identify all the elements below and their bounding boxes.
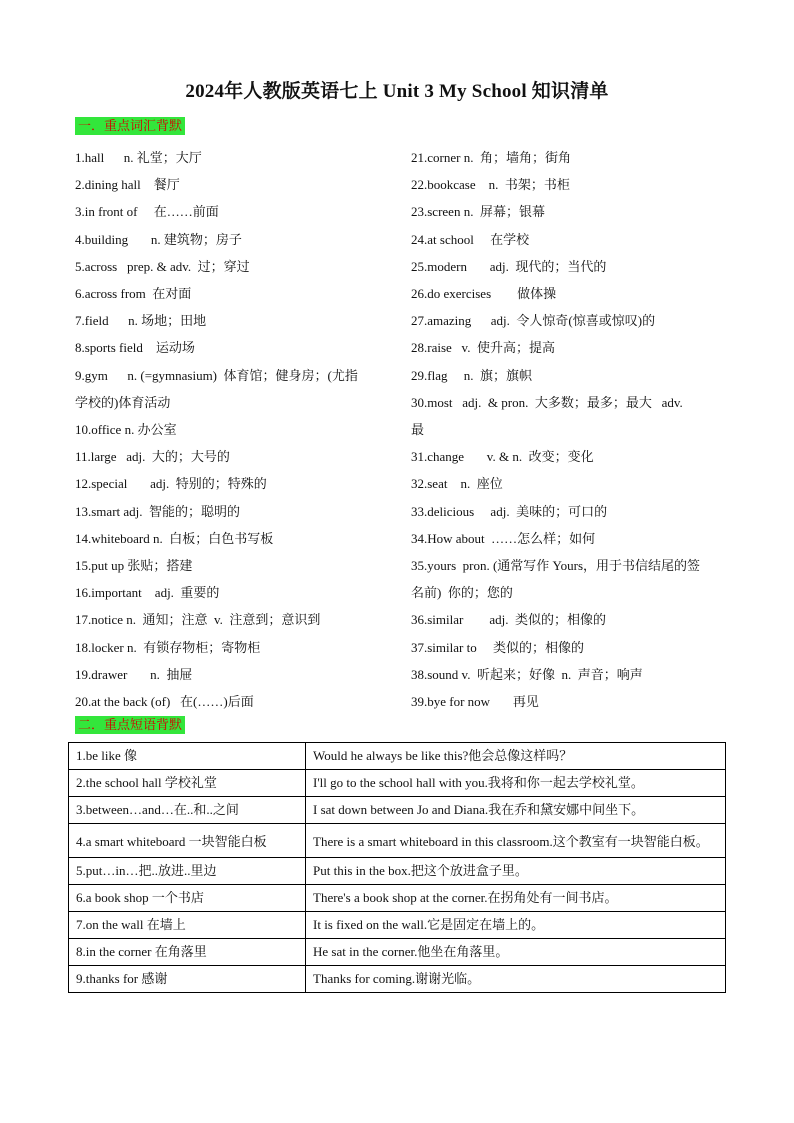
example-sentence-cell: It is fixed on the wall.它是固定在墙上的。 — [306, 912, 726, 939]
vocab-item: 学校的)体育活动 — [75, 394, 171, 410]
vocab-item: 12.special adj. 特别的；特殊的 — [75, 476, 267, 492]
vocab-item: 23.screen n. 屏幕；银幕 — [411, 204, 545, 220]
example-sentence-cell: He sat in the corner.他坐在角落里。 — [306, 939, 726, 966]
vocab-item: 29.flag n. 旗；旗帜 — [411, 367, 532, 383]
phrase-cell: 4.a smart whiteboard 一块智能白板 — [69, 824, 306, 858]
vocab-item: 9.gym n. (=gymnasium) 体育馆；健身房；(尤指 — [75, 367, 358, 383]
vocab-item: 21.corner n. 角；墙角；街角 — [411, 150, 571, 165]
vocab-item: 36.similar adj. 类似的；相像的 — [411, 612, 606, 628]
vocab-item: 30.most adj. & pron. 大多数；最多；最大 adv. — [411, 394, 683, 410]
vocab-item: 38.sound v. 听起来；好像 n. 声音；响声 — [411, 666, 643, 682]
phrase-cell: 2.the school hall 学校礼堂 — [69, 770, 306, 797]
vocab-item: 14.whiteboard n. 白板；白色书写板 — [75, 530, 274, 546]
vocab-item: 11.large adj. 大的；大号的 — [75, 449, 230, 465]
vocab-item: 31.change v. & n. 改变；变化 — [411, 449, 594, 465]
vocab-item: 4.building n. 建筑物；房子 — [75, 231, 242, 247]
phrase-cell: 1.be like 像 — [69, 743, 306, 770]
phrase-cell: 9.thanks for 感谢 — [69, 966, 306, 993]
vocab-item: 26.do exercises 做体操 — [411, 286, 557, 302]
vocab-item: 22.bookcase n. 书架；书柜 — [411, 177, 570, 193]
table-row — [69, 797, 726, 824]
vocab-item: 8.sports field 运动场 — [75, 340, 195, 356]
vocab-item: 25.modern adj. 现代的；当代的 — [411, 258, 607, 274]
table-row — [69, 743, 726, 770]
table-row — [69, 885, 726, 912]
vocab-item: 5.across prep. & adv. 过；穿过 — [75, 258, 250, 274]
example-sentence-cell: Put this in the box.把这个放进盒子里。 — [306, 858, 726, 885]
phrase-cell: 6.a book shop 一个书店 — [69, 885, 306, 912]
table-row — [69, 858, 726, 885]
phrase-cell: 5.put…in…把..放进..里边 — [69, 858, 306, 885]
table-row — [69, 824, 726, 858]
example-sentence-cell: There is a smart whiteboard in this classroom.这个教室有一块智能白板。 — [306, 824, 726, 858]
vocab-item: 2.dining hall 餐厅 — [75, 177, 180, 193]
vocab-item: 15.put up 张贴；搭建 — [75, 558, 193, 574]
page-title: 2024年人教版英语七上 Unit 3 My School 知识清单 — [185, 81, 609, 102]
example-sentence-cell: Thanks for coming.谢谢光临。 — [306, 966, 726, 993]
vocab-item: 3.in front of 在……前面 — [75, 204, 219, 220]
vocab-item: 13.smart adj. 智能的；聪明的 — [75, 503, 241, 519]
section-heading-vocabulary: 一．重点词汇背默 — [75, 117, 185, 135]
vocab-item: 27.amazing adj. 令人惊奇(惊喜或惊叹)的 — [411, 313, 656, 329]
vocab-item: 17.notice n. 通知；注意 v. 注意到；意识到 — [75, 612, 321, 628]
vocab-item: 20.at the back (of) 在(……)后面 — [75, 694, 254, 710]
phrase-cell: 7.on the wall 在墙上 — [69, 912, 306, 939]
vocab-item: 32.seat n. 座位 — [411, 476, 503, 492]
vocabulary-column-right — [411, 144, 731, 715]
vocab-item: 39.bye for now 再见 — [411, 694, 539, 710]
table-row — [69, 912, 726, 939]
vocab-item: 7.field n. 场地；田地 — [75, 313, 207, 329]
phrase-table — [68, 742, 726, 993]
vocab-item: 33.delicious adj. 美味的；可口的 — [411, 503, 608, 519]
example-sentence-cell: Would he always be like this?他会总像这样吗？ — [306, 743, 726, 770]
vocab-item: 28.raise v. 使升高；提高 — [411, 340, 555, 356]
vocab-item: 最 — [411, 422, 425, 438]
vocab-item: 18.locker n. 有锁存物柜；寄物柜 — [75, 639, 261, 655]
example-sentence-cell: There's a book shop at the corner.在拐角处有一间书店。 — [306, 885, 726, 912]
vocab-item: 6.across from 在对面 — [75, 286, 192, 302]
example-sentence-cell: I sat down between Jo and Diana.我在乔和黛安娜中间坐下。 — [306, 797, 726, 824]
vocab-item: 35.yours pron. (通常写作 Yours，用于书信结尾的签 — [411, 558, 701, 574]
phrase-cell: 3.between…and…在..和..之间 — [69, 797, 306, 824]
example-sentence-cell: I'll go to the school hall with you.我将和你一起去学校礼堂。 — [306, 770, 726, 797]
vocabulary-column-left — [75, 144, 395, 715]
table-row — [69, 966, 726, 993]
vocab-item: 名前) 你的；您的 — [411, 585, 513, 601]
vocab-item: 10.office n. 办公室 — [75, 422, 177, 438]
vocab-item: 24.at school 在学校 — [411, 231, 530, 247]
vocab-item: 16.important adj. 重要的 — [75, 585, 220, 601]
vocab-item: 37.similar to 类似的；相像的 — [411, 639, 584, 655]
table-row — [69, 939, 726, 966]
vocab-item: 1.hall n. 礼堂；大厅 — [75, 150, 202, 165]
table-row — [69, 770, 726, 797]
section-heading-phrases: 二．重点短语背默 — [75, 716, 185, 734]
vocab-item: 34.How about ……怎么样；如何 — [411, 530, 596, 546]
phrase-cell: 8.in the corner 在角落里 — [69, 939, 306, 966]
vocab-item: 19.drawer n. 抽屉 — [75, 666, 193, 682]
